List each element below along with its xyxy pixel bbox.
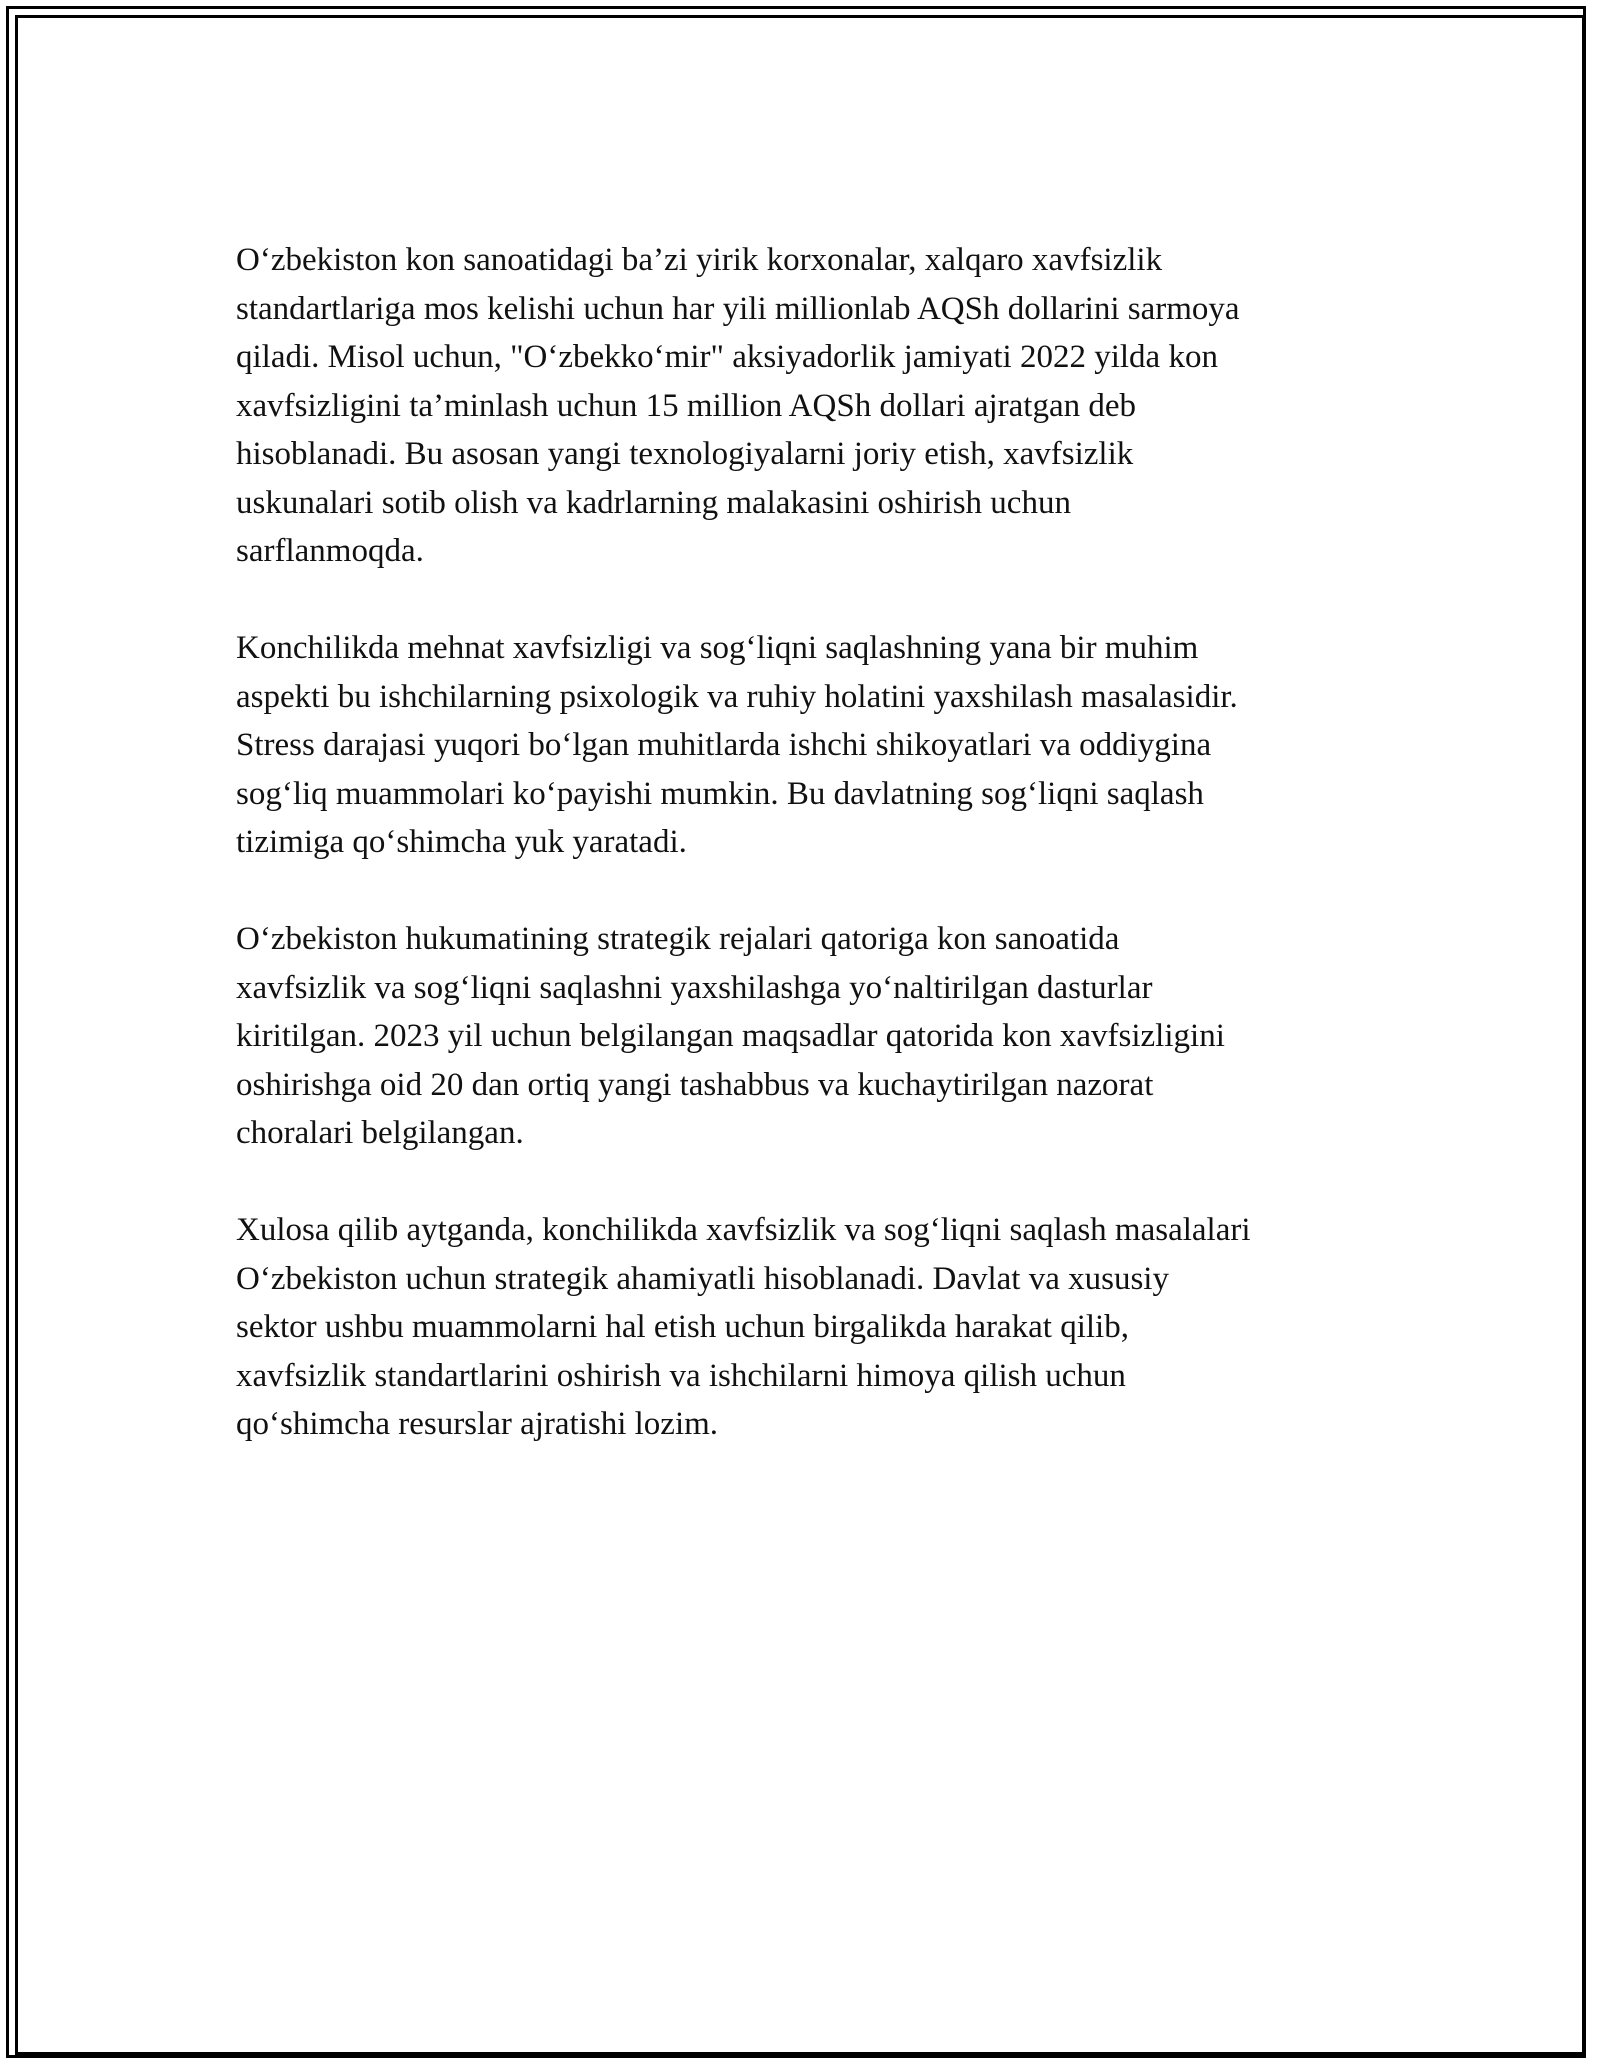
text-line: O‘zbekiston kon sanoatidagi ba’zi yirik korxonalar, xalqaro xavfsizlik bbox=[236, 242, 1163, 278]
text-line: Stress darajasi yuqori bo‘lgan muhitlarda ishchi shikoyatlari va oddiygina bbox=[236, 727, 1212, 763]
paragraph-4 bbox=[236, 1206, 1366, 1449]
text-line: kiritilgan. 2023 yil uchun belgilangan maqsadlar qatorida kon xavfsizligini bbox=[236, 1018, 1225, 1054]
text-line: sektor ushbu muammolarni hal etish uchun birgalikda harakat qilib, bbox=[236, 1309, 1129, 1345]
text-line: oshirishga oid 20 dan ortiq yangi tashabbus va kuchaytirilgan nazorat bbox=[236, 1066, 1154, 1103]
paragraph-3 bbox=[236, 915, 1366, 1158]
text-line: sog‘liq muammolari ko‘payishi mumkin. Bu davlatning sog‘liqni saqlash bbox=[236, 775, 1204, 812]
paragraph-2 bbox=[236, 624, 1366, 867]
text-line: qo‘shimcha resurslar ajratishi lozim. bbox=[236, 1406, 719, 1442]
text-line: tizimiga qo‘shimcha yuk yaratadi. bbox=[236, 824, 687, 860]
paragraph-1 bbox=[236, 236, 1366, 576]
text-line: uskunalari sotib olish va kadrlarning malakasini oshirish uchun bbox=[236, 484, 1071, 521]
text-line: standartlariga mos kelishi uchun har yili millionlab AQSh dollarini sarmoya bbox=[236, 290, 1240, 327]
text-line: choralari belgilangan. bbox=[236, 1115, 524, 1151]
text-line: xavfsizlik va sog‘liqni saqlashni yaxshilashga yo‘naltirilgan dasturlar bbox=[236, 969, 1153, 1006]
text-line: xavfsizlik standartlarini oshirish va ishchilarni himoya qilish uchun bbox=[236, 1357, 1126, 1394]
text-line: O‘zbekiston uchun strategik ahamiyatli hisoblanadi. Davlat va xususiy bbox=[236, 1260, 1169, 1297]
text-line: Xulosa qilib aytganda, konchilikda xavfsizlik va sog‘liqni saqlash masalalari bbox=[236, 1212, 1251, 1248]
document-body bbox=[236, 236, 1366, 1449]
text-line: Konchilikda mehnat xavfsizligi va sog‘liqni saqlashning yana bir muhim bbox=[236, 630, 1199, 666]
text-line: xavfsizligini ta’minlash uchun 15 million AQSh dollari ajratgan deb bbox=[236, 387, 1137, 424]
text-line: aspekti bu ishchilarning psixologik va ruhiy holatini yaxshilash masalasidir. bbox=[236, 678, 1238, 715]
text-line: qiladi. Misol uchun, "O‘zbekko‘mir" aksiyadorlik jamiyati 2022 yilda kon bbox=[236, 339, 1218, 375]
text-line: sarflanmoqda. bbox=[236, 533, 424, 569]
text-line: hisoblanadi. Bu asosan yangi texnologiyalarni joriy etish, xavfsizlik bbox=[236, 436, 1134, 472]
text-line: O‘zbekiston hukumatining strategik rejalari qatoriga kon sanoatida bbox=[236, 921, 1120, 957]
